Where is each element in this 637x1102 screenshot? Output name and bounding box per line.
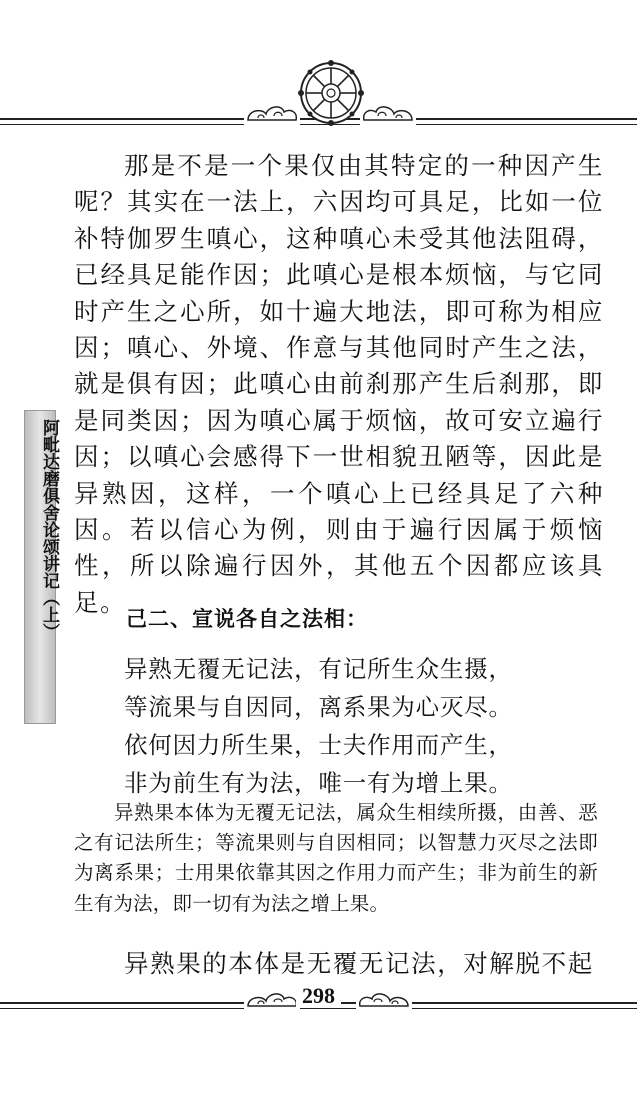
paragraph-1: 那是不是一个果仅由其特定的一种因产生呢？其实在一法上，六因均可具足，比如一位补特伽罗生嗔心，这种嗔心未受其他法阻碍，已经具足能作因；此嗔心是根本烦恼，与它同时产生之心所，如十遍大地法，即可称为相应因；嗔心、外境、作意与其他同时产生之法，就是俱有因；此嗔心由前刹那产生后刹那，即是同类因；因为嗔心属于烦恼，故可安立遍行因；以嗔心会感得下一世相貌丑陋等，因此是异熟因，这样，一个嗔心上已经具足了六种因。若以信心为例，则由于遍行因属于烦恼性，所以除遍行因外，其他五个因都应该具足。 <box>74 151 604 617</box>
dharma-wheel-icon <box>298 60 364 126</box>
main-text-block-2 <box>74 946 604 982</box>
main-text-block <box>74 148 604 621</box>
header-cloud-right-icon <box>360 100 416 126</box>
verse-line: 非为前生有为法，唯一有为增上果。 <box>124 769 513 797</box>
paragraph-2: 异熟果的本体是无覆无记法，对解脱不起 <box>124 949 594 978</box>
commentary-paragraph: 异熟果本体为无覆无记法，属众生相续所摄，由善、恶之有记法所生；等流果则与自因相同；以智慧力灭尽之法即为离系果；士用果依靠其因之作用力而产生；非为前生的新生有为法，即一切有为法之增上果。 <box>74 801 598 915</box>
verse-line: 依何因力所生果，士夫作用而产生， <box>124 731 513 759</box>
side-title-tab <box>24 410 59 724</box>
section-heading: 己二、宣说各自之法相： <box>126 607 368 631</box>
verse-line: 异熟无覆无记法，有记所生众生摄， <box>124 655 513 683</box>
page-number-text: 298 <box>296 983 341 1008</box>
commentary-block <box>74 798 598 919</box>
verse-line: 等流果与自因同，离系果为心灭尽。 <box>124 693 513 721</box>
page-number <box>0 983 637 1009</box>
verse-block <box>124 650 594 802</box>
side-title-text: 阿毗达磨俱舍论颂讲记（上） <box>39 419 59 640</box>
header-cloud-left-icon <box>244 100 300 126</box>
